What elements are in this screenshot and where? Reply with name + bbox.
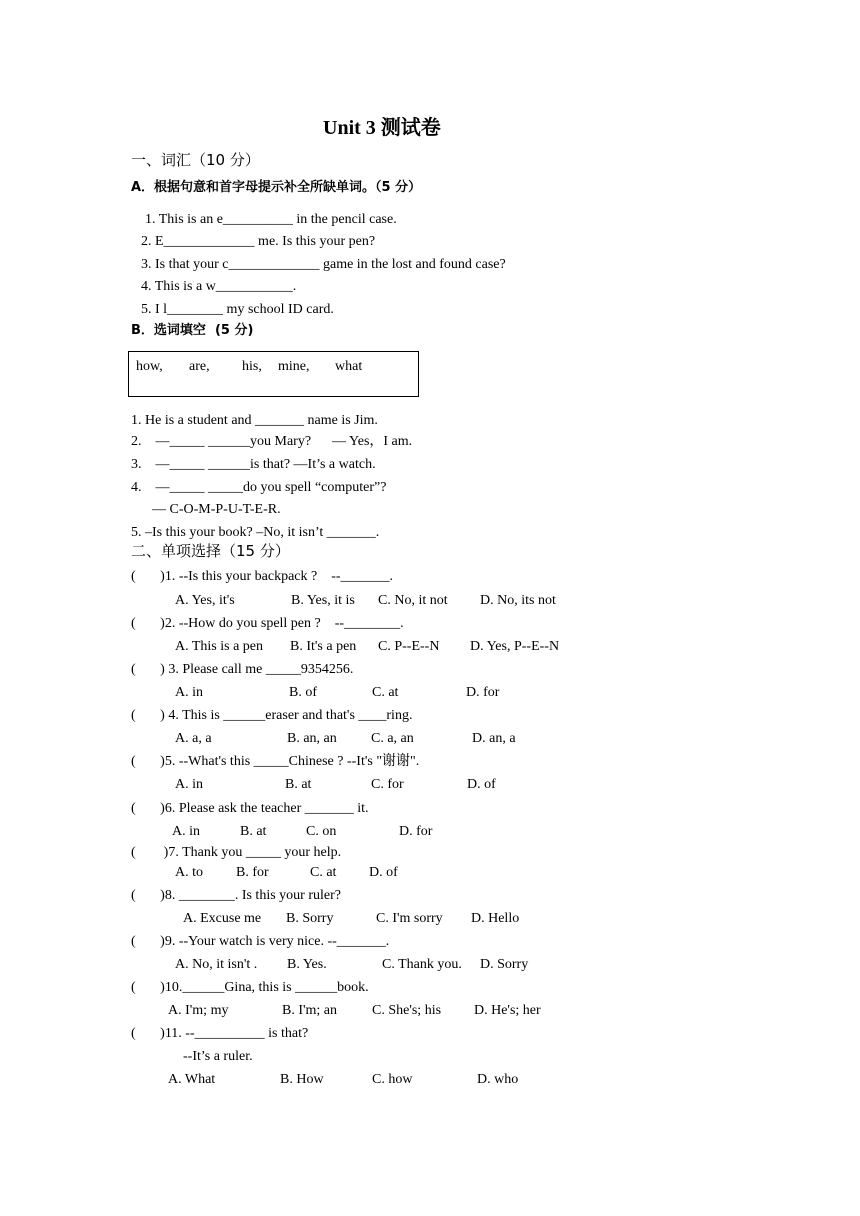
word-box-word: how,	[136, 359, 163, 374]
part-b-item: 4. —_____ _____do you spell “computer”?	[131, 480, 387, 495]
option: D. who	[477, 1072, 519, 1087]
option: D. of	[467, 777, 496, 792]
option: A. No, it isn't .	[175, 957, 258, 972]
option: A. I'm; my	[168, 1003, 229, 1018]
option: D. an, a	[472, 731, 516, 746]
option: B. Yes.	[287, 957, 327, 972]
option: D. for	[466, 685, 500, 700]
option: C. on	[306, 824, 337, 839]
option: D. He's; her	[474, 1003, 541, 1018]
part-b-heading: B．选词填空 (5 分)	[131, 323, 254, 338]
option: A. in	[175, 685, 203, 700]
section-2-heading: 二、单项选择（15 分）	[131, 542, 290, 560]
question-stem: ( )8. ________. Is this your ruler?	[131, 888, 341, 903]
question-stem: ( )11. --__________ is that?	[131, 1026, 309, 1041]
option: D. No, its not	[480, 593, 556, 608]
question-stem: ( ) 4. This is ______eraser and that's ____ring.	[131, 708, 413, 723]
question-stem: ( )7. Thank you _____ your help.	[131, 845, 342, 860]
word-box	[128, 351, 419, 397]
option: C. at	[372, 685, 399, 700]
question-stem: ( )9. --Your watch is very nice. --_______.	[131, 934, 390, 949]
part-b-item: 3. —_____ ______is that? —It’s a watch.	[131, 457, 376, 472]
option: A. a, a	[175, 731, 212, 746]
option: A. This is a pen	[175, 639, 264, 654]
option: C. P--E--N	[378, 639, 440, 654]
question-stem: ( )6. Please ask the teacher _______ it.	[131, 801, 369, 816]
section-1-heading: 一、词汇（10 分）	[131, 151, 260, 169]
option: B. at	[240, 824, 267, 839]
option: C. No, it not	[378, 593, 448, 608]
option: B. Yes, it is	[291, 593, 355, 608]
option: B. an, an	[287, 731, 337, 746]
option: D. for	[399, 824, 433, 839]
option: D. Hello	[471, 911, 520, 926]
question-stem: ( )2. --How do you spell pen ? --________.	[131, 616, 404, 631]
option: A. in	[172, 824, 200, 839]
question-stem: ( )5. --What's this _____Chinese ? --It's "谢谢".	[131, 754, 420, 769]
option: D. Yes, P--E--N	[470, 639, 560, 654]
option: A. Yes, it's	[175, 593, 235, 608]
option: A. What	[168, 1072, 216, 1087]
word-box-word: his,	[242, 359, 262, 374]
part-a-item: 4. This is a w___________.	[141, 279, 297, 294]
question-stem: ( )10.______Gina, this is ______book.	[131, 980, 369, 995]
option: C. at	[310, 865, 337, 880]
word-box-word: mine,	[278, 359, 310, 374]
word-box-word: are,	[189, 359, 210, 374]
option: C. She's; his	[372, 1003, 442, 1018]
option: B. How	[280, 1072, 324, 1087]
option: B. I'm; an	[282, 1003, 338, 1018]
page-title: Unit 3 测试卷	[323, 117, 441, 139]
word-box-word: what	[335, 359, 363, 374]
part-b-item: — C-O-M-P-U-T-E-R.	[131, 502, 281, 517]
option: C. I'm sorry	[376, 911, 443, 926]
part-a-item: 3. Is that your c_____________ game in the lost and found case?	[141, 257, 506, 272]
option: D. of	[369, 865, 398, 880]
part-a-item: 5. I l________ my school ID card.	[141, 302, 334, 317]
option: B. Sorry	[286, 911, 334, 926]
question-answer-line: --It’s a ruler.	[183, 1049, 253, 1064]
option: C. Thank you.	[382, 957, 462, 972]
part-b-item: 1. He is a student and _______ name is Jim.	[131, 413, 378, 428]
option: B. for	[236, 865, 269, 880]
option: A. to	[175, 865, 203, 880]
part-a-item: 2. E_____________ me. Is this your pen?	[141, 234, 376, 249]
option: B. It's a pen	[290, 639, 357, 654]
question-stem: ( ) 3. Please call me _____9354256.	[131, 662, 354, 677]
option: A. Excuse me	[183, 911, 262, 926]
option: D. Sorry	[480, 957, 529, 972]
option: C. how	[372, 1072, 413, 1087]
option: C. a, an	[371, 731, 414, 746]
part-a-heading: A．根据句意和首字母提示补全所缺单词。（5 分）	[131, 180, 422, 195]
option: A. in	[175, 777, 203, 792]
option: B. at	[285, 777, 312, 792]
option: C. for	[371, 777, 404, 792]
question-stem: ( )1. --Is this your backpack ? --_______.	[131, 569, 394, 584]
option: B. of	[289, 685, 317, 700]
part-b-item: 2. —_____ ______you Mary? — Yes，I am.	[131, 434, 413, 449]
part-b-item: 5. –Is this your book? –No, it isn’t _______.	[131, 525, 380, 540]
part-a-item: 1. This is an e__________ in the pencil case.	[145, 212, 397, 227]
